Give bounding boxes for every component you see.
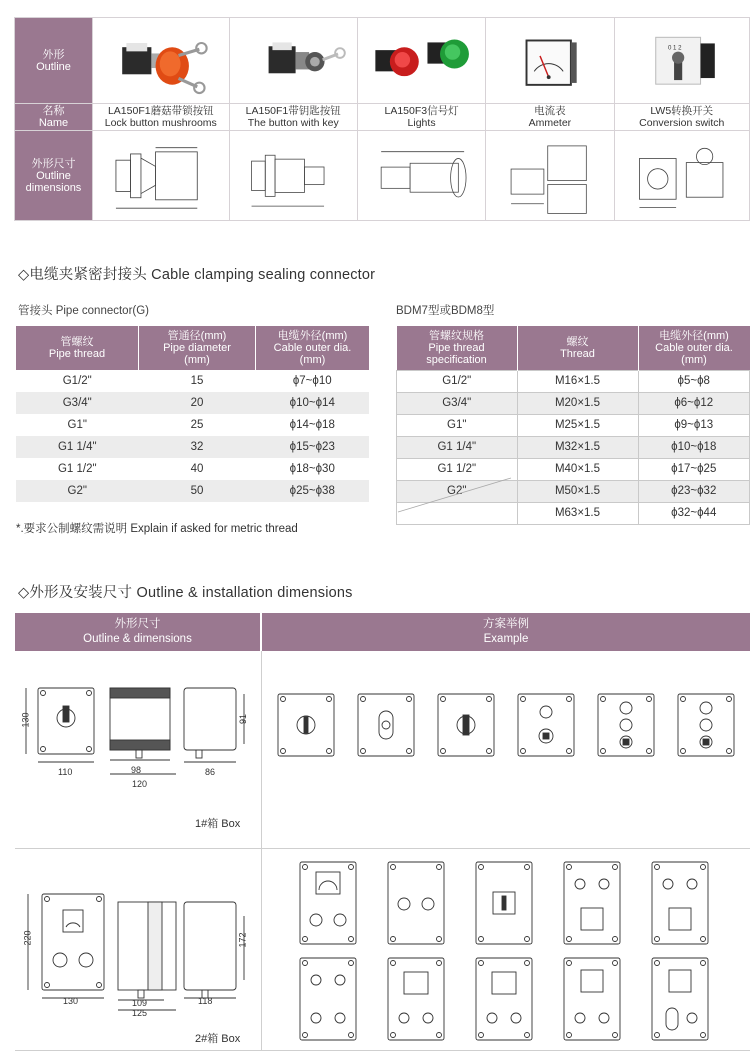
section-title-cable-connector: ◇电缆夹紧密封接头 Cable clamping sealing connector xyxy=(18,267,376,283)
box2-dim-overall: 125 xyxy=(132,1008,148,1018)
col-header-thread-spec: 管螺纹规格 Pipe thread specification xyxy=(397,326,518,370)
box2-example-8 xyxy=(476,958,532,1040)
example-header: 方案举例 Example xyxy=(262,613,750,651)
box2-dim-width: 130 xyxy=(63,996,79,1006)
table-row: G1" M25×1.5 ϕ9~ϕ13 xyxy=(397,414,750,436)
column-divider xyxy=(261,651,262,1051)
conversion-switch-image xyxy=(614,18,749,104)
row-label-dimensions: 外形尺寸 Outline dimensions xyxy=(15,131,93,221)
dimension-drawing-2 xyxy=(229,131,357,221)
box1-dimension-drawing xyxy=(16,676,256,796)
dimension-drawing-4 xyxy=(486,131,614,221)
col-header-pipe-diameter: 管通径(mm) Pipe diameter (mm) xyxy=(139,326,256,370)
col-header-thread: 螺纹 Thread xyxy=(517,326,638,370)
box2-example-10 xyxy=(652,958,708,1040)
ammeter-image xyxy=(486,18,614,104)
box1-example-2 xyxy=(358,694,414,756)
box2-label: 2#箱 Box xyxy=(195,1033,241,1045)
table-row: G1/2" 15 ϕ7~ϕ10 xyxy=(62,375,332,387)
dimension-drawing-1 xyxy=(93,131,230,221)
box1-example-5 xyxy=(598,694,654,756)
table-row: G1 1/4" M32×1.5 ϕ10~ϕ18 xyxy=(397,436,750,458)
lights-dimension-icon xyxy=(358,131,485,220)
box1-example-6 xyxy=(678,694,734,756)
box1-dim-overall: 120 xyxy=(132,779,148,789)
box2-example-9 xyxy=(564,958,620,1040)
svg-text:0 1 2: 0 1 2 xyxy=(667,44,682,52)
box2-example-6 xyxy=(300,958,356,1040)
key-button-icon xyxy=(230,18,357,103)
empty-cell-slash xyxy=(396,476,513,514)
table-row: M63×1.5 ϕ32~ϕ44 xyxy=(397,502,750,524)
components-table xyxy=(14,17,750,221)
box2-example-3 xyxy=(476,862,532,944)
signal-lights-icon xyxy=(358,18,485,103)
box1-dim-side-width: 86 xyxy=(205,767,216,777)
box2-examples xyxy=(290,858,750,1048)
table-row: G2" 50 ϕ25~ϕ38 xyxy=(16,480,369,502)
pipe-connector-table xyxy=(16,326,369,502)
signal-lights-image xyxy=(357,18,485,104)
key-button-image xyxy=(229,18,357,104)
box1-example-4 xyxy=(518,694,574,756)
col-header-cable-dia: 电缆外径(mm) Cable outer dia. (mm) xyxy=(256,326,370,370)
table-row: G1/2" M16×1.5 ϕ5~ϕ8 xyxy=(397,370,750,392)
box2-example-1 xyxy=(300,862,356,944)
row-label-name: 名称 Name xyxy=(15,104,93,131)
mushroom-lock-button-image xyxy=(93,18,230,104)
item-name-5: LW5转换开关 Conversion switch xyxy=(614,104,749,131)
box1-examples xyxy=(270,688,748,766)
table-row: G3/4" M20×1.5 ϕ6~ϕ12 xyxy=(397,392,750,414)
metric-thread-note: *.要求公制螺纹需说明 Explain if asked for metric thread xyxy=(16,523,298,535)
col-header-bdm-cable-dia: 电缆外径(mm) Cable outer dia. (mm) xyxy=(638,326,750,370)
dimension-drawing-5 xyxy=(614,131,749,221)
box2-example-2 xyxy=(388,862,444,944)
dimension-drawing-3 xyxy=(357,131,485,221)
box1-example-1 xyxy=(278,694,334,756)
box2-dim-side-height: 172 xyxy=(237,932,248,948)
item-name-3: LA150F3信号灯 Lights xyxy=(357,104,485,131)
outline-dimensions-header: 外形尺寸 Outline & dimensions xyxy=(15,613,260,651)
table-row: G1" 25 ϕ14~ϕ18 xyxy=(67,419,335,431)
switch-dimension-icon xyxy=(615,131,749,220)
box2-dim-height: 220 xyxy=(22,930,33,946)
col-header-pipe-thread: 管螺纹 Pipe thread xyxy=(16,326,139,370)
table-row: G1 1/2" M40×1.5 ϕ17~ϕ25 xyxy=(397,458,750,480)
box2-example-5 xyxy=(652,862,708,944)
box2-dim-side-width: 118 xyxy=(198,996,213,1006)
box1-dim-width: 110 xyxy=(58,767,73,777)
mushroom-dimension-icon xyxy=(93,131,229,220)
item-name-4: 电流表 Ammeter xyxy=(486,104,614,131)
pipe-table-caption: 管接头 Pipe connector(G) xyxy=(18,305,150,317)
box1-example-3 xyxy=(438,694,494,756)
box1-dim-height: 130 xyxy=(20,712,31,728)
box2-example-4 xyxy=(564,862,620,944)
item-name-2: LA150F1带钥匙按钮 The button with key xyxy=(229,104,357,131)
table-row: G2" M50×1.5 ϕ23~ϕ32 xyxy=(397,480,750,502)
box2-example-7 xyxy=(388,958,444,1040)
bottom-divider xyxy=(15,1050,750,1051)
table-row: G1 1/4" 32 ϕ15~ϕ23 xyxy=(16,436,369,458)
ammeter-icon xyxy=(486,18,613,103)
box1-label: 1#箱 Box xyxy=(195,818,241,830)
box2-dim-depth: 109 xyxy=(132,998,148,1008)
row-divider xyxy=(15,848,750,849)
row-label-outline: 外形 Outline xyxy=(15,18,93,104)
bdm-table-caption: BDM7型或BDM8型 xyxy=(396,305,495,317)
table-row: G3/4" 20 ϕ10~ϕ14 xyxy=(16,392,369,414)
conversion-switch-icon xyxy=(615,18,749,103)
box1-dim-depth: 98 xyxy=(131,765,142,775)
ammeter-dimension-icon xyxy=(486,131,613,220)
box1-dim-side-height: 91 xyxy=(238,713,249,725)
mushroom-lock-button-icon xyxy=(93,18,229,103)
table-row: G1 1/2" 40 ϕ18~ϕ30 xyxy=(57,463,335,475)
key-button-dimension-icon xyxy=(230,131,357,220)
section-title-outline-installation: ◇外形及安装尺寸 Outline & installation dimensions xyxy=(18,585,353,601)
item-name-1: LA150F1蘑菇带锁按钮 Lock button mushrooms xyxy=(93,104,230,131)
